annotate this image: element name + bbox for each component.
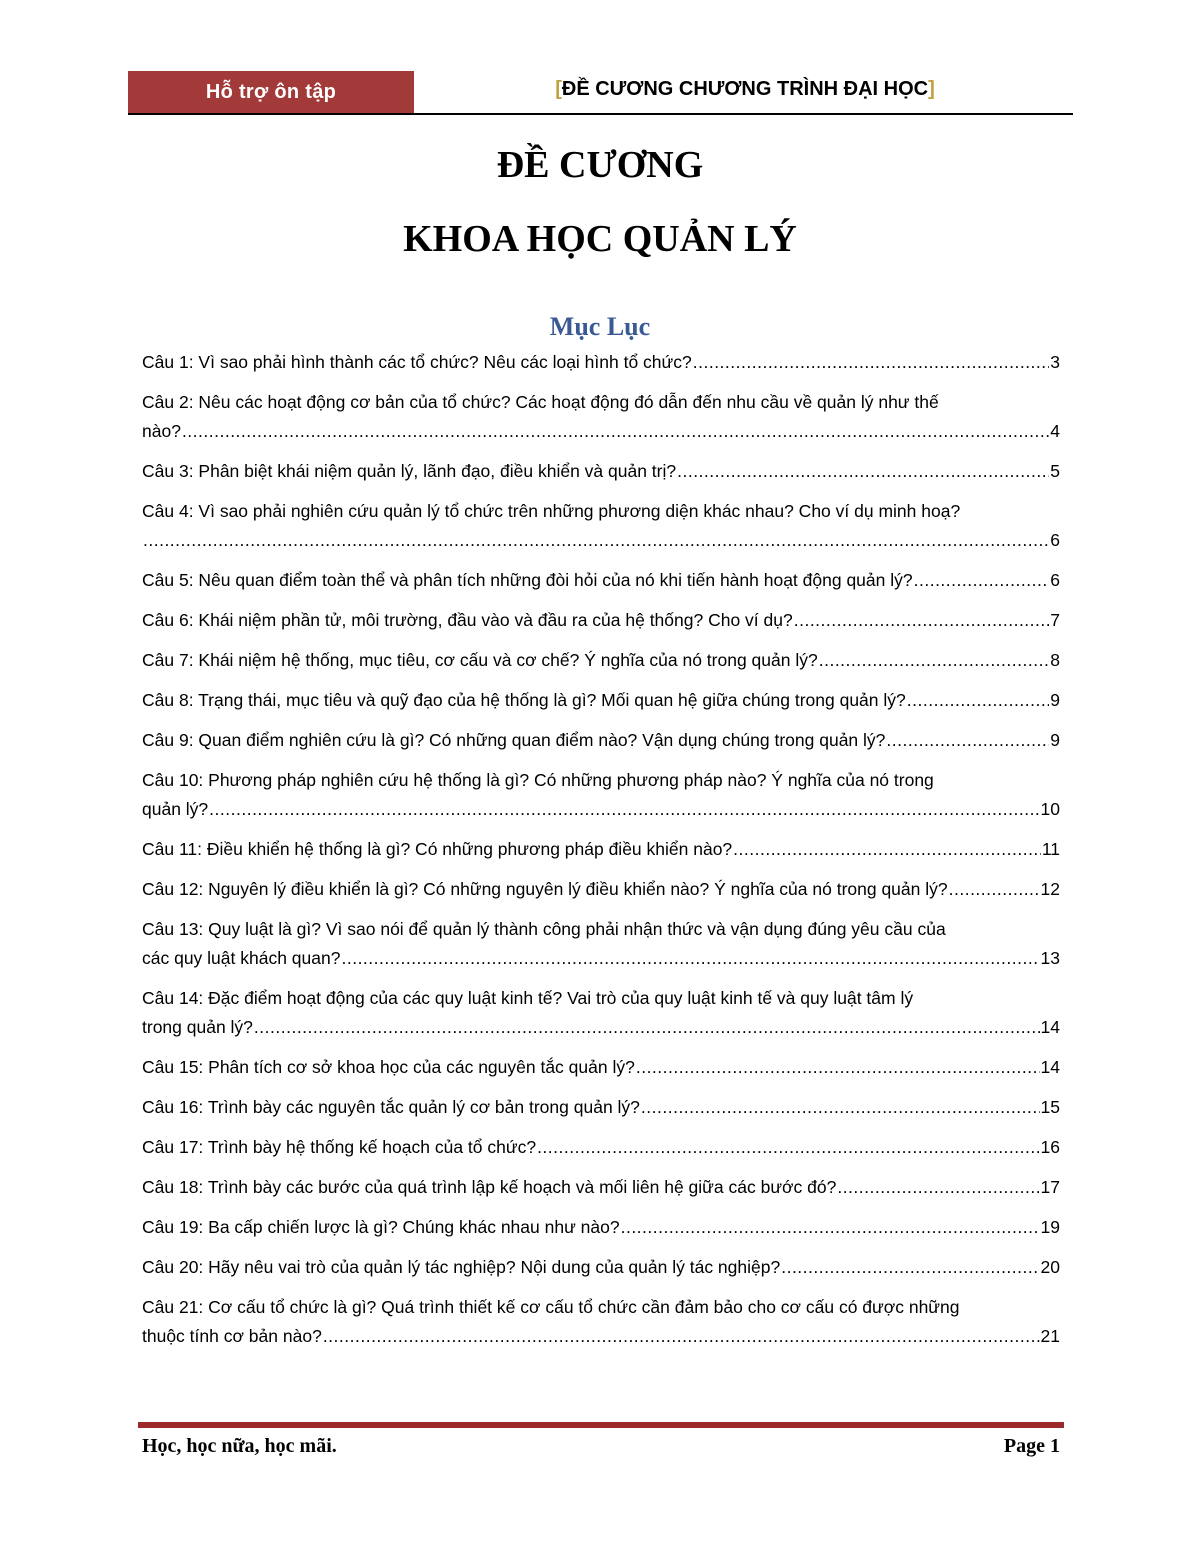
document-title-line1: ĐỀ CƯƠNG <box>496 144 704 186</box>
toc-page-number: 9 <box>1050 730 1060 750</box>
toc-leader-dots <box>837 1173 1039 1202</box>
table-of-contents <box>142 348 1060 1362</box>
toc-leader-dots <box>254 1013 1040 1042</box>
toc-leader-dots <box>537 1133 1039 1162</box>
toc-entry-text: Câu 9: Quan điểm nghiên cứu là gì? Có những quan điểm nào? Vận dụng chúng trong quản lý? <box>142 730 886 750</box>
toc-page-number: 5 <box>1050 461 1060 481</box>
toc-page-number: 16 <box>1040 1137 1060 1157</box>
toc-entry[interactable] <box>142 606 1060 635</box>
toc-entry-text: Câu 3: Phân biệt khái niệm quản lý, lãnh đạo, điều khiển và quản trị? <box>142 461 677 481</box>
toc-entry-text: thuộc tính cơ bản nào? <box>142 1326 322 1346</box>
toc-page-number: 11 <box>1041 839 1060 859</box>
toc-entry[interactable] <box>142 984 1060 1042</box>
toc-entry[interactable] <box>142 646 1060 675</box>
toc-entry-text: trong quản lý? <box>142 1017 253 1037</box>
header-divider <box>128 113 1073 115</box>
toc-leader-dots <box>733 835 1041 864</box>
toc-entry-text-line1: Câu 10: Phương pháp nghiên cứu hệ thống là gì? Có những phương pháp nào? Ý nghĩa của nó trong <box>142 770 934 790</box>
toc-page-number: 8 <box>1050 650 1060 670</box>
toc-entry[interactable] <box>142 766 1060 824</box>
toc-page-number: 4 <box>1050 421 1060 441</box>
toc-page-number: 13 <box>1040 948 1060 968</box>
toc-entry-text: Câu 18: Trình bày các bước của quá trình lập kế hoạch và mối liên hệ giữa các bước đó? <box>142 1177 837 1197</box>
toc-leader-dots <box>641 1093 1040 1122</box>
toc-entry[interactable] <box>142 1293 1060 1351</box>
toc-leader-dots <box>341 944 1039 973</box>
toc-entry-text: nào? <box>142 421 181 441</box>
toc-leader-dots <box>621 1213 1040 1242</box>
toc-page-number: 21 <box>1040 1326 1060 1346</box>
toc-entry-text: Câu 11: Điều khiển hệ thống là gì? Có những phương pháp điều khiển nào? <box>142 839 733 859</box>
toc-page-number: 19 <box>1040 1217 1060 1237</box>
toc-entry[interactable] <box>142 1173 1060 1202</box>
footer-motto: Học, học nữa, học mãi. <box>142 1435 337 1457</box>
toc-entry[interactable] <box>142 497 1060 555</box>
toc-entry-text: các quy luật khách quan? <box>142 948 341 968</box>
toc-leader-dots <box>914 566 1050 595</box>
toc-entry[interactable] <box>142 915 1060 973</box>
toc-entry-text: Câu 17: Trình bày hệ thống kế hoạch của tổ chức? <box>142 1137 537 1157</box>
toc-leader-dots <box>677 457 1049 486</box>
toc-leader-dots <box>907 686 1050 715</box>
toc-entry-text: Câu 6: Khái niệm phần tử, môi trường, đầu vào và đầu ra của hệ thống? Cho ví dụ? <box>142 610 793 630</box>
footer-page-number: Page 1 <box>1003 1435 1060 1457</box>
header-bracket-open: [ <box>555 78 562 100</box>
toc-page-number: 17 <box>1040 1177 1060 1197</box>
toc-page-number: 14 <box>1040 1057 1060 1077</box>
toc-page-number: 9 <box>1050 690 1060 710</box>
toc-entry-text: Câu 20: Hãy nêu vai trò của quản lý tác nghiệp? Nội dung của quản lý tác nghiệp? <box>142 1257 781 1277</box>
toc-leader-dots <box>209 795 1039 824</box>
toc-heading: Mục Lục <box>549 312 651 341</box>
toc-entry-text: Câu 8: Trạng thái, mục tiêu và quỹ đạo của hệ thống là gì? Mối quan hệ giữa chúng trong quản lý? <box>142 690 906 710</box>
toc-page-number: 6 <box>1050 530 1060 550</box>
toc-leader-dots <box>949 875 1040 904</box>
header-bracket-close: ] <box>928 78 935 100</box>
toc-entry-text: Câu 5: Nêu quan điểm toàn thể và phân tích những đòi hỏi của nó khi tiến hành hoạt động quản lý? <box>142 570 913 590</box>
toc-page-number: 14 <box>1040 1017 1060 1037</box>
toc-entry[interactable] <box>142 726 1060 755</box>
toc-entry-text: Câu 15: Phân tích cơ sở khoa học của các nguyên tắc quản lý? <box>142 1057 635 1077</box>
toc-leader-dots <box>819 646 1050 675</box>
toc-leader-dots <box>886 726 1049 755</box>
toc-leader-dots <box>693 348 1050 377</box>
toc-entry-text-line1: Câu 21: Cơ cấu tổ chức là gì? Quá trình thiết kế cơ cấu tổ chức cần đảm bảo cho cơ cấu có được những <box>142 1297 960 1317</box>
toc-entry-text-line1: Câu 4: Vì sao phải nghiên cứu quản lý tổ chức trên những phương diện khác nhau? Cho ví dụ minh hoạ? <box>142 501 961 521</box>
toc-entry[interactable] <box>142 566 1060 595</box>
toc-entry[interactable] <box>142 388 1060 446</box>
toc-entry-text: Câu 7: Khái niệm hệ thống, mục tiêu, cơ cấu và cơ chế? Ý nghĩa của nó trong quản lý? <box>142 650 818 670</box>
toc-entry-text: Câu 12: Nguyên lý điều khiển là gì? Có những nguyên lý điều khiển nào? Ý nghĩa của nó trong quản lý? <box>142 879 948 899</box>
toc-leader-dots <box>636 1053 1040 1082</box>
toc-leader-dots <box>182 417 1049 446</box>
document-title-line2: KHOA HỌC QUẢN LÝ <box>403 218 797 260</box>
toc-entry[interactable] <box>142 1253 1060 1282</box>
toc-entry[interactable] <box>142 686 1060 715</box>
toc-page-number: 10 <box>1040 799 1060 819</box>
toc-entry-text-line1: Câu 2: Nêu các hoạt động cơ bản của tổ chức? Các hoạt động đó dẫn đến nhu cầu về quản lý như thế <box>142 392 939 412</box>
toc-page-number: 6 <box>1050 570 1060 590</box>
toc-entry[interactable] <box>142 1213 1060 1242</box>
toc-leader-dots <box>794 606 1050 635</box>
toc-page-number: 15 <box>1040 1097 1060 1117</box>
toc-entry-text-line1: Câu 14: Đặc điểm hoạt động của các quy luật kinh tế? Vai trò của quy luật kinh tế và quy luật tâm lý <box>142 988 914 1008</box>
toc-entry[interactable] <box>142 875 1060 904</box>
toc-entry-text: Câu 19: Ba cấp chiến lược là gì? Chúng khác nhau như nào? <box>142 1217 620 1237</box>
toc-page-number: 7 <box>1050 610 1060 630</box>
toc-page-number: 12 <box>1040 879 1060 899</box>
header-doc-type <box>420 78 1070 101</box>
toc-entry[interactable] <box>142 1133 1060 1162</box>
toc-leader-dots <box>781 1253 1039 1282</box>
toc-entry[interactable] <box>142 457 1060 486</box>
toc-entry[interactable] <box>142 1053 1060 1082</box>
header-tab <box>128 71 414 114</box>
header-doc-type-text: ĐỀ CƯƠNG CHƯƠNG TRÌNH ĐẠI HỌC <box>561 78 929 100</box>
toc-entry[interactable] <box>142 1093 1060 1122</box>
toc-page-number: 20 <box>1040 1257 1060 1277</box>
toc-entry-text: Câu 1: Vì sao phải hình thành các tổ chức? Nêu các loại hình tổ chức? <box>142 352 692 372</box>
footer-divider <box>138 1422 1064 1428</box>
toc-entry-text-line1: Câu 13: Quy luật là gì? Vì sao nói để quản lý thành công phải nhận thức và vận dụng đúng yêu cầu của <box>142 919 946 939</box>
toc-entry-text: Câu 16: Trình bày các nguyên tắc quản lý cơ bản trong quản lý? <box>142 1097 640 1117</box>
toc-leader-dots <box>323 1322 1040 1351</box>
toc-entry[interactable] <box>142 348 1060 377</box>
toc-page-number: 3 <box>1050 352 1060 372</box>
toc-entry-text: quản lý? <box>142 799 209 819</box>
toc-leader-dots <box>143 526 1049 555</box>
header-tab-label: Hỗ trợ ôn tập <box>205 81 337 103</box>
toc-entry[interactable] <box>142 835 1060 864</box>
